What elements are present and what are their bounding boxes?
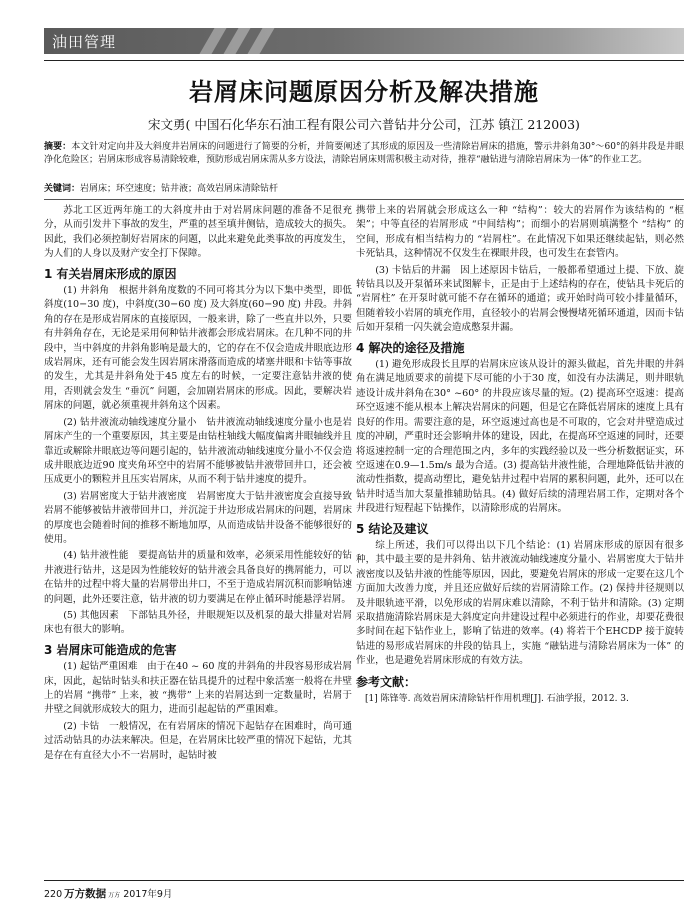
abstract-rule	[44, 199, 684, 200]
keywords-text: 岩屑床；环空速度；钻井液；高效岩屑床清除钻杆	[80, 184, 279, 194]
section-heading-5: 5 结论及建议	[356, 521, 429, 536]
paragraph: 综上所述，我们可以得出以下几个结论：(1) 岩屑床形成的原因有很多种，其中最主要的是井斜角、钻井液流动轴线速度分量小、岩屑密度大于钻井液密度以及钻井液的性能等原因，因此，要避免岩屑床的形成一定要在这几个方面加大改善力度，并且还应做好后续的岩屑清除工作。(2) 保持井径规则以及井眼轨迹平滑，以免形成的岩屑床难以清除，不利于钻井和清除。(3) 定期采取措施清除岩屑床是大斜度定向井建设过程中必须进行的作业，却要花费很多时间在起下钻作业上，影响了钻进的效率。(4) 将若干个EHCDP 接于旋转钻进的易形成岩屑床的井段的钻具上，实施 “融钻进与清除岩屑床为一体” 的作业，也是避免岩屑床形成的有效方法。	[356, 539, 684, 667]
brand-watermark: 万方数据	[64, 888, 107, 900]
references-heading: 参考文献：	[356, 674, 417, 689]
header-rule	[44, 60, 684, 61]
abstract-label: 摘要：	[44, 142, 72, 152]
paragraph: (1) 避免形成段长且厚的岩屑床应该从设计的源头做起，首先井眼的井斜角在满足地质要求的前提下尽可能的小于30 度，如没有办法满足，则井眼轨迹设计成井斜角在30° ~60° 的井段应该尽量的短。(2) 提高环空返速：提高环空返速不能从根本上解决岩屑床的问题，但是它在降低岩屑床的速度上具有良好的作用。需要注意的是，环空返速过高也是不可取的，它会对井壁造成过度的冲刷，严重时还会影响井体的建设，因此，在提高环空返速的同时，还要将返速控制一定的合理范围之内，多年的实践经验以及一些分析数据证实，环空返速在0.9—1.5m/s 最为合适。(3) 提高钻井液性能，合理地降低钻井液的流动性指数，提高动塑比，避免钻井过程中岩屑的累积问题，此外，还可以在钻井时适当加大泵量推辅助钻具。(4) 做好后续的清理岩屑工作，定期对各个井段进行短程起下钻操作，以清除形成的岩屑床。	[356, 359, 684, 515]
section-label: 油田管理	[52, 33, 117, 51]
page-number: 220	[44, 889, 63, 900]
footer-rule	[44, 880, 684, 881]
abstract	[44, 141, 684, 167]
paragraph: 携带上来的岩屑就会形成这么一种 “结构”：较大的岩屑作为该结构的 “框架”；中等直径的岩屑形成 “中间结构”；而细小的岩屑则填满整个 “结构” 的空间，形成有相当结构力的 “岩屑柱”。在此情况下如果还继续起钻，则必然卡死钻具，这种情况不仅发生在裸眼井段，也可发生在套管内。	[356, 205, 684, 260]
header-stripe-decoration	[199, 28, 226, 54]
issue-date: 2017年9月	[123, 889, 173, 900]
intro-paragraph: 苏北工区近两年施工的大斜度井由于对岩屑床问题的准备不足很充分，从而引发井下事故的发生，严重的甚至填井侧钻，造成较大的损失。因此，我们必须控制好岩屑床的问题，以此来避免此类事故的再度发生，为人们的人身以及财产安全打下保障。	[44, 205, 352, 260]
brand-sub: 万方	[108, 892, 121, 899]
page-footer	[44, 886, 172, 901]
left-column	[44, 204, 352, 765]
right-column	[356, 204, 684, 709]
section-heading-3: 3 岩屑床可能造成的危害	[44, 642, 177, 657]
keywords-label: 关键词：	[44, 184, 81, 194]
paragraph: (3) 岩屑密度大于钻井液密度 岩屑密度大于钻井液密度会直接导致岩屑不能够被钻井液带回井口，并沉淀于井边形成岩屑床的问题，岩屑床的厚度也会随着时间的推移不断地加厚，从而造成钻井设备不能够很好的使用。	[44, 490, 352, 545]
article-author: 宋文勇( 中国石化华东石油工程有限公司六普钻井分公司，江苏 镇江 212003)	[148, 117, 580, 132]
paragraph: (3) 卡钻后的井漏 因上述原因卡钻后，一般都希望通过上提、下放、旋转钻具以及开泵循环来试图解卡，正是由于上述结构的存在，使钻具卡死后的 “岩屑柱” 在开泵时就可能不存在循环的通道；或开始时尚可较小排量循环，但随着较小岩屑的填充作用，直径较小的岩屑会慢慢堵死循环通道，因而卡钻后如开泵稍一闪失就会造成憋泵井漏。	[356, 264, 684, 334]
paragraph: (2) 钻井液流动轴线速度分量小 钻井液流动轴线速度分量小也是岩屑床产生的一个重要原因，其主要是由钻柱轴线大幅度偏离井眼轴线并且靠近或解除井眼底边等问题引起的，钻井液流动轴线速度分量小不仅会造成井眼底边近90 度夹角环空中的岩屑不能够被钻井液带回井口，还会被压成更小的颗粒并且压实岩屑床，从而不利于钻井速度的提升。	[44, 416, 352, 486]
article-title: 岩屑床问题原因分析及解决措施	[189, 78, 539, 106]
header-stripe-decoration	[247, 28, 274, 54]
keywords	[44, 183, 684, 196]
abstract-text: 本文针对定向井及大斜度井岩屑床的问题进行了简要的分析，并简要阐述了其形成的原因及一些清除岩屑床的措施，警示井斜角30°～60°的斜井段是井眼净化危险区；岩屑床形成容易清除较难，预防形成岩屑床需从多方设法，清除岩屑床则需积极主动对待，推荐“融钻进与清除岩屑床为一体”的作业工艺。	[44, 142, 684, 165]
section-header-bar	[44, 28, 684, 54]
reference-item: [1] 陈锋等. 高效岩屑床清除钻杆作用机理[J]. 石油学报，2012. 3.	[365, 694, 629, 704]
paragraph: (4) 钻井液性能 要提高钻井的质量和效率，必须采用性能较好的钻井液进行钻井，这是因为性能较好的钻井液会具备良好的携屑能力，可以在钻井的过程中将大量的岩屑带出井口，不至于造成岩屑沉积而影响钻速的问题，此外还要注意，钻井液的切力要满足在停止循环时能悬浮岩屑。	[44, 550, 352, 605]
paragraph: (5) 其他因素 下部钻具外径，井眼规矩以及机泵的最大排量对岩屑床也有很大的影响。	[44, 609, 352, 636]
section-heading-1: 1 有关岩屑床形成的原因	[44, 266, 177, 281]
paragraph: (2) 卡钻 一般情况，在有岩屑床的情况下起钻存在困难时，尚可通过活动钻具的办法来解决。但是，在岩屑床比较严重的情况下起钻，尤其是存在有直径大小不一岩屑时，起钻时被	[44, 720, 352, 761]
header-stripe-decoration	[223, 28, 250, 54]
paragraph: (1) 井斜角 根据井斜角度数的不同可将其分为以下集中类型，即低斜度(10−30 度)，中斜度(30−60 度) 及大斜度(60−90 度) 井段。井斜角的存在是形成岩屑床的直接原因，一般来讲，除了一些直井以外，只要有井斜角存在，无论是采用何种钻井液都会形成岩屑床。在几种不同的井段中，当中斜度的井斜角影响是最大的，它的存在不仅会造成井眼底边形成岩屑床，还有可能会发生因岩屑床滑落而造成的堵塞井眼和卡钻等事故的发生，尤其是井斜角处于45 度左右的时候，一定要注意钻井液的使用，否则就会发生 “垂沉” 问题，会加剧岩屑床的形成。因此，要解决岩屑床的问题，就必须重视井斜角这个因素。	[44, 285, 352, 412]
section-heading-4: 4 解决的途径及措施	[356, 340, 465, 355]
paragraph: (1) 起钻严重困难 由于在40 ~ 60 度的井斜角的井段容易形成岩屑床，因此，起钻时钻头和扶正器在钻具提升的过程中象活塞一般将在井壁上的岩屑 “携带” 上来，被 “携带” 上来的岩屑达到一定数量时，岩屑于井壁之间就形成较大的阻力，进而引起起钻的严重困难。	[44, 661, 352, 716]
